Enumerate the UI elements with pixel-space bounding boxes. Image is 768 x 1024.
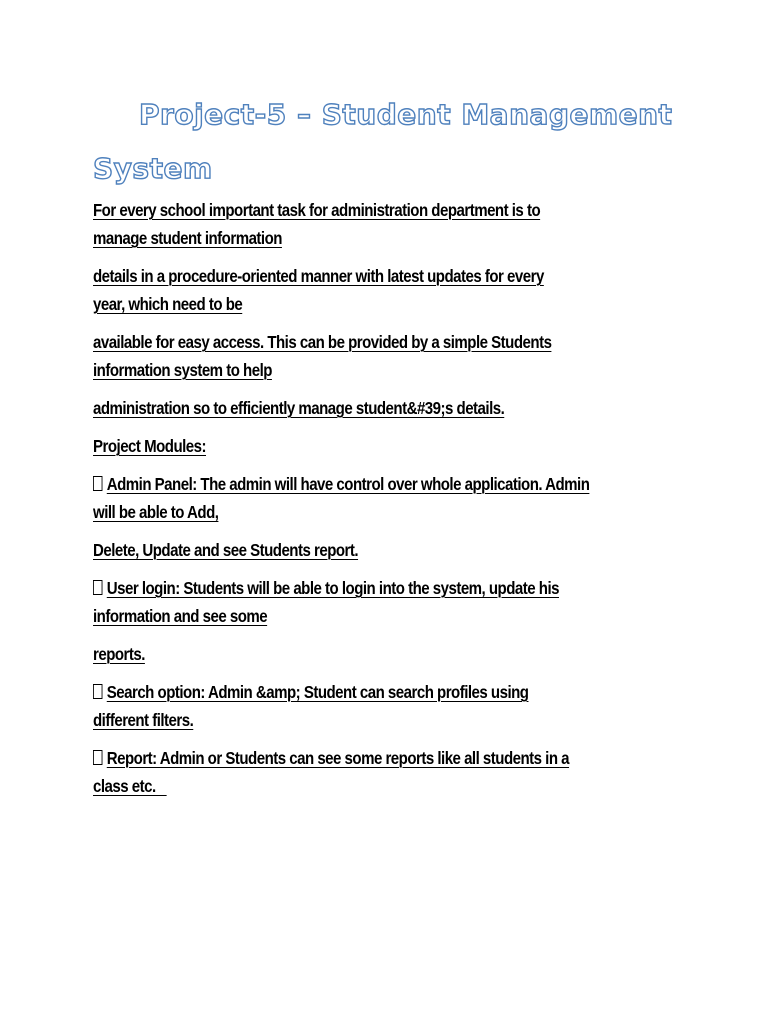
square-bullet-icon [93,476,102,491]
module-report [93,744,686,800]
text-line: details in a procedure-oriented manner with latest updates for every [93,266,544,286]
module-admin-panel [93,470,686,526]
module-admin-panel-cont [93,536,686,564]
square-bullet-icon [93,580,102,595]
square-bullet-icon [93,684,102,699]
intro-paragraph-4 [93,394,686,422]
module-text: Report: Admin or Students can see some reports like all students in a [106,748,570,768]
intro-paragraph-2 [93,262,686,318]
intro-paragraph-1 [93,196,686,252]
square-bullet-icon [93,750,102,765]
text-line [93,470,686,498]
text-line [93,574,686,602]
text-line: different filters. [93,710,194,730]
text-line: manage student information [93,228,282,248]
module-text: Search option: Admin &amp; Student can search profiles using [106,682,529,702]
modules-heading [93,432,686,460]
text-line: administration so to efficiently manage student&#39;s details. [93,398,505,418]
module-text: User login: Students will be able to login into the system, update his [106,578,559,598]
document-body [93,196,683,810]
title-line-1: Project-5 – Student Management [139,98,673,131]
text-line: Delete, Update and see Students report. [93,540,359,560]
text-line: For every school important task for administration department is to [93,200,541,220]
module-search-option [93,678,686,734]
module-user-login-cont [93,640,686,668]
intro-paragraph-3 [93,328,686,384]
text-line: information system to help [93,360,272,380]
text-line: year, which need to be [93,294,243,314]
text-line [93,744,686,772]
text-line [93,678,686,706]
text-line: class etc. [93,776,167,796]
text-line: reports. [93,644,145,664]
text-line: information and see some [93,606,268,626]
title-line-2: System [93,152,213,185]
document-title [93,88,713,196]
text-line: available for easy access. This can be provided by a simple Students [93,332,552,352]
text-line: Project Modules: [93,436,207,456]
text-line: will be able to Add, [93,502,219,522]
module-text: Admin Panel: The admin will have control over whole application. Admin [106,474,590,494]
module-user-login [93,574,686,630]
